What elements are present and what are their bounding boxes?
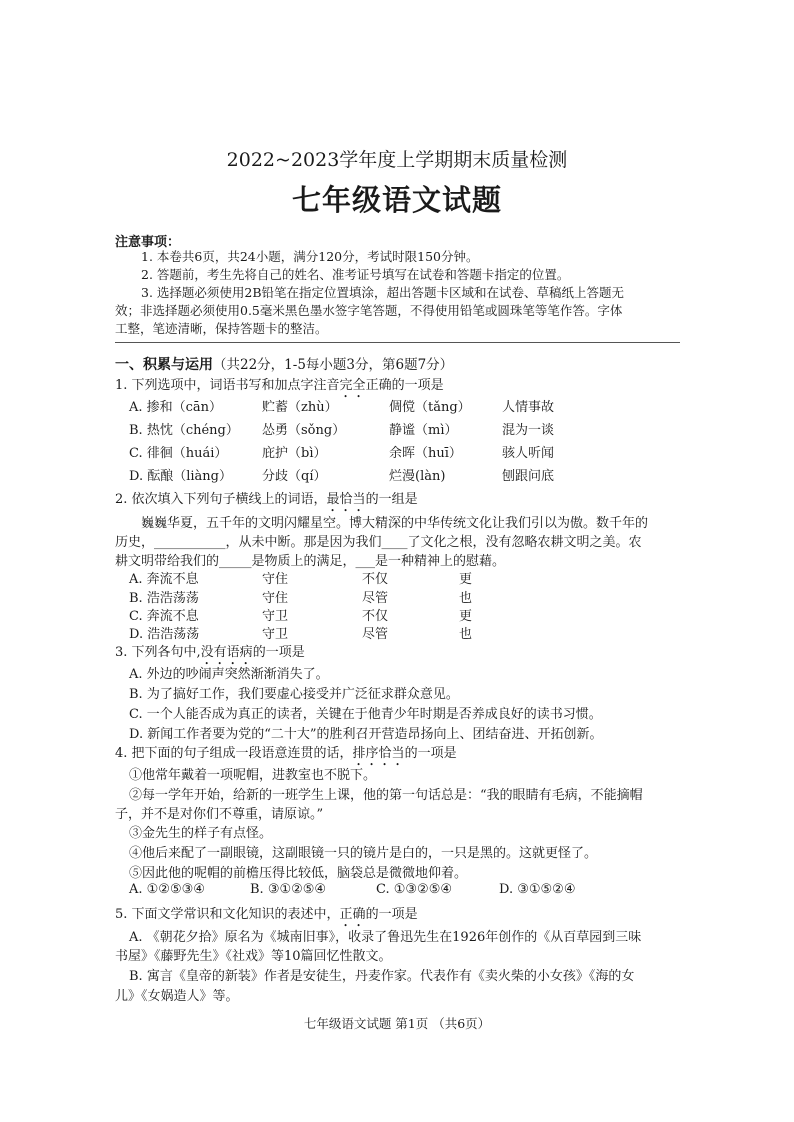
question-1-stem-tail: 正确的一项是 bbox=[365, 378, 444, 393]
notice-item-3b: 效；非选择题必须使用0.5毫米黑色墨水签字笔答题，不得使用铅笔或圆珠笔等笔作答。字体 bbox=[115, 303, 623, 318]
q4-option-a: A. ①②⑤③④ bbox=[129, 882, 205, 897]
q1-b-2: 怂勇（sǒng） bbox=[262, 423, 346, 438]
q4-option-b: B. ③①②⑤④ bbox=[250, 882, 327, 897]
q1-d-2: 分歧（qí） bbox=[262, 469, 327, 484]
q3-option-d: D. 新闻工作者要为党的“二十大”的胜利召开营造昂扬向上、团结奋进、开拓创新。 bbox=[129, 727, 603, 742]
question-2-stem-tail: 的一组是 bbox=[365, 492, 418, 507]
q3-option-b: B. 为了搞好工作，我们要虚心接受并广泛征求群众意见。 bbox=[129, 687, 459, 702]
q2-a-3: 不仅 bbox=[362, 572, 389, 587]
question-5-stem-text: 5. 下面文学常识和文化知识的表述中， bbox=[115, 907, 340, 922]
q2-d-1: D. 浩浩荡荡 bbox=[129, 627, 200, 642]
notice-heading: 注意事项： bbox=[115, 235, 181, 250]
notice-item-3c: 工整，笔迹清晰，保持答题卡的整洁。 bbox=[115, 321, 328, 336]
q5-option-a-line2: 书屋》《藤野先生》《社戏》等10篇回忆性散文。 bbox=[115, 949, 392, 964]
q2-b-4: 也 bbox=[459, 591, 473, 606]
q4-sentence-5: ⑤因此他的呢帽的前檐压得比较低，脑袋总是微微地仰着。 bbox=[129, 866, 468, 881]
q1-c-3: 余晖（huī） bbox=[389, 446, 462, 461]
q1-c-2: 庇护（bì） bbox=[262, 446, 327, 461]
q5-option-a-line1: A. 《朝花夕拾》原名为《城南旧事》，收录了鲁迅先生在1926年创作的《从百草园到三味 bbox=[129, 930, 642, 945]
notice-item-3a: 3. 选择题必须使用2B铅笔在指定位置填涂，超出答题卡区域和在试卷、草稿纸上答题无 bbox=[141, 285, 625, 300]
q2-a-2: 守住 bbox=[262, 572, 289, 587]
exam-subtitle: 七年级语文试题 bbox=[291, 183, 502, 217]
q2-c-4: 更 bbox=[459, 609, 473, 624]
q1-d-3: 烂漫(làn) bbox=[389, 469, 446, 484]
section-heading bbox=[115, 353, 453, 374]
question-2-stem bbox=[115, 488, 418, 515]
question-4-stem-text: 4. 把下面的句子组成一段语意连贯的话， bbox=[115, 746, 353, 761]
question-3-stem-emphasis: 没有语病 bbox=[200, 645, 253, 660]
question-5-stem-tail: 的一项是 bbox=[365, 907, 418, 922]
q1-c-4: 骇人听闻 bbox=[502, 446, 555, 461]
q2-c-1: C. 奔流不息 bbox=[129, 609, 199, 624]
question-2-stem-text: 2. 依次填入下列句子横线上的词语， bbox=[115, 492, 327, 507]
q4-option-c: C. ①③②⑤④ bbox=[376, 882, 453, 897]
question-3-stem-tail: 的一项是 bbox=[252, 645, 305, 660]
q4-sentence-2b: 子，并不是对你们不尊重，请原谅。” bbox=[115, 807, 324, 822]
q2-b-1: B. 浩浩荡荡 bbox=[129, 591, 199, 606]
q5-option-b-line2: 儿》《女娲造人》等。 bbox=[115, 989, 239, 1004]
q3-option-c: C. 一个人能否成为真正的读者，关键在于他青少年时期是否养成良好的读书习惯。 bbox=[129, 707, 602, 722]
question-4-stem-tail: 的一项是 bbox=[404, 746, 457, 761]
q2-a-1: A. 奔流不息 bbox=[129, 572, 199, 587]
q4-sentence-2a: ②每一学年开始，给新的一班学生上课，他的第一句话总是：“我的眼睛有毛病，不能摘帽 bbox=[129, 788, 643, 803]
q1-d-1: D. 酝酿（liàng） bbox=[129, 469, 232, 484]
q1-d-4: 刨跟问底 bbox=[502, 469, 555, 484]
q1-a-4: 人情事故 bbox=[502, 400, 555, 415]
q5-option-b-line1: B. 寓言《皇帝的新装》作者是安徒生，丹麦作家。代表作有《卖火柴的小女孩》《海的女 bbox=[129, 969, 635, 984]
section-meta: （共22分，1-5每小题3分，第6题7分） bbox=[213, 357, 454, 373]
q1-b-1: B. 热忱（chéng） bbox=[129, 423, 239, 438]
q1-b-4: 混为一谈 bbox=[502, 423, 555, 438]
notice-item-2: 2. 答题前，考生先将自己的姓名、准考证号填写在试卷和答题卡指定的位置。 bbox=[141, 267, 570, 282]
q2-a-4: 更 bbox=[459, 572, 473, 587]
q3-option-a: A. 外边的吵闹声突然渐渐消失了。 bbox=[129, 667, 329, 682]
q2-b-3: 尽管 bbox=[362, 591, 389, 606]
question-1-stem-text: 1. 下列选项中，词语书写和加点字注音 bbox=[115, 378, 340, 393]
question-2-passage-2: 历史，___________，从未中断。那是因为我们____了文化之根，没有忽略农耕文明之美。农 bbox=[115, 535, 642, 550]
notice-item-1: 1. 本卷共6页，共24小题，满分120分，考试时限150分钟。 bbox=[141, 249, 479, 264]
q4-sentence-3: ③金先生的样子有点怪。 bbox=[129, 826, 273, 841]
q1-a-3: 倜傥（tǎng） bbox=[389, 400, 471, 415]
q1-a-2: 贮蓄（zhù） bbox=[262, 400, 338, 415]
page-footer: 七年级语文试题 第1页 （共6页） bbox=[303, 1016, 491, 1031]
question-2-passage-3: 耕文明带给我们的_____是物质上的满足，___是一种精神上的慰藉。 bbox=[115, 554, 506, 569]
question-5-stem-emphasis: 正确 bbox=[339, 907, 366, 922]
section-title: 一、积累与运用 bbox=[115, 357, 213, 373]
q4-sentence-1: ①他常年戴着一项呢帽，进教室也不脱下。 bbox=[129, 768, 377, 783]
q4-option-d: D. ③①⑤②④ bbox=[499, 882, 576, 897]
q2-d-2: 守卫 bbox=[262, 627, 289, 642]
q1-a-1: A. 掺和（cān） bbox=[129, 400, 223, 415]
q2-c-3: 不仅 bbox=[362, 609, 389, 624]
q2-d-3: 尽管 bbox=[362, 627, 389, 642]
q2-d-4: 也 bbox=[459, 627, 473, 642]
q1-b-3: 静谧（mì） bbox=[389, 423, 458, 438]
question-1-stem-emphasis: 完全 bbox=[339, 378, 366, 393]
q2-b-2: 守住 bbox=[262, 591, 289, 606]
divider bbox=[115, 342, 680, 343]
q2-c-2: 守卫 bbox=[262, 609, 289, 624]
q4-sentence-4: ④他后来配了一副眼镜，这副眼镜一只的镜片是白的，一只是黑的。这就更怪了。 bbox=[129, 846, 598, 861]
question-4-stem-emphasis: 排序恰当 bbox=[352, 746, 405, 761]
question-2-stem-emphasis: 最恰当 bbox=[326, 492, 366, 507]
question-3-stem-text: 3. 下列各句中, bbox=[115, 645, 201, 660]
q1-c-1: C. 徘徊（huái） bbox=[129, 446, 228, 461]
exam-title: 2022~2023学年度上学期期末质量检测 bbox=[226, 149, 568, 171]
question-2-passage-1: 巍巍华夏，五千年的文明闪耀星空。博大精深的中华传统文化让我们引以为傲。数千年的 bbox=[141, 516, 649, 531]
